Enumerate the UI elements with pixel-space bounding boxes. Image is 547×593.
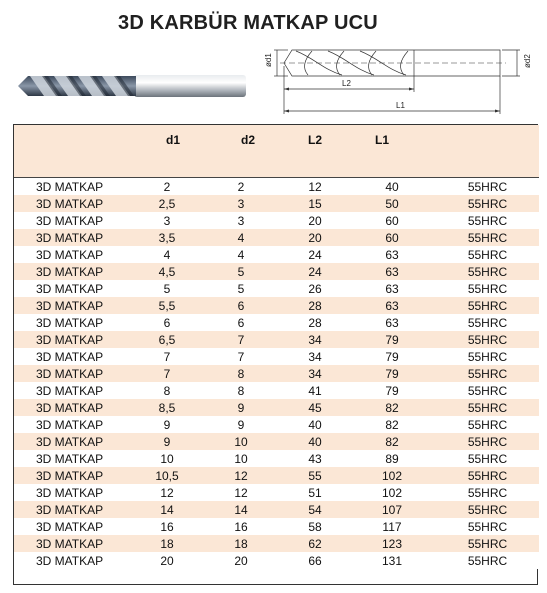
drill-bit-image <box>14 70 250 102</box>
hardness-value: 55HRC <box>436 229 539 246</box>
table-row <box>14 280 539 297</box>
d2-value: 5 <box>200 280 282 297</box>
product-name: 3D MATKAP <box>14 280 134 297</box>
d2-value: 6 <box>200 297 282 314</box>
d1-value: 12 <box>134 484 200 501</box>
l2-value: 55 <box>282 467 348 484</box>
d2-value: 5 <box>200 263 282 280</box>
hardness-value: 55HRC <box>436 484 539 501</box>
d1-value: 10 <box>134 450 200 467</box>
l1-value: 89 <box>348 450 436 467</box>
hardness-value: 55HRC <box>436 331 539 348</box>
table-row <box>14 535 539 552</box>
l1-value: 60 <box>348 212 436 229</box>
l1-value: 131 <box>348 552 436 569</box>
l2-value: 34 <box>282 348 348 365</box>
product-name: 3D MATKAP <box>14 518 134 535</box>
product-name: 3D MATKAP <box>14 314 134 331</box>
table-row <box>14 518 539 535</box>
header-d2: d2 <box>200 125 282 176</box>
d1-value: 4,5 <box>134 263 200 280</box>
l1-value: 117 <box>348 518 436 535</box>
d1-value: 6 <box>134 314 200 331</box>
l2-value: 43 <box>282 450 348 467</box>
d2-value: 10 <box>200 450 282 467</box>
d2-value: 12 <box>200 484 282 501</box>
l2-value: 40 <box>282 433 348 450</box>
l1-value: 60 <box>348 229 436 246</box>
d1-value: 2,5 <box>134 195 200 212</box>
hardness-value: 55HRC <box>436 195 539 212</box>
table-row <box>14 195 539 212</box>
table-row <box>14 263 539 280</box>
hardness-value: 55HRC <box>436 212 539 229</box>
hardness-value: 55HRC <box>436 399 539 416</box>
product-name: 3D MATKAP <box>14 433 134 450</box>
product-name: 3D MATKAP <box>14 467 134 484</box>
d1-value: 3,5 <box>134 229 200 246</box>
dim-l1-label: L1 <box>396 101 405 110</box>
table-row <box>14 297 539 314</box>
l1-value: 107 <box>348 501 436 518</box>
header-l2: L2 <box>282 125 348 176</box>
table-row <box>14 552 539 569</box>
l1-value: 79 <box>348 382 436 399</box>
d1-value: 7 <box>134 348 200 365</box>
d2-value: 3 <box>200 212 282 229</box>
l2-value: 34 <box>282 331 348 348</box>
d2-value: 8 <box>200 382 282 399</box>
hardness-value: 55HRC <box>436 450 539 467</box>
hardness-value: 55HRC <box>436 552 539 569</box>
d2-value: 20 <box>200 552 282 569</box>
product-name: 3D MATKAP <box>14 212 134 229</box>
d1-value: 20 <box>134 552 200 569</box>
l1-value: 63 <box>348 246 436 263</box>
hardness-value: 55HRC <box>436 433 539 450</box>
hardness-value: 55HRC <box>436 280 539 297</box>
d1-value: 4 <box>134 246 200 263</box>
d2-value: 4 <box>200 229 282 246</box>
header-hardness <box>436 125 539 176</box>
d1-value: 3 <box>134 212 200 229</box>
d1-value: 5 <box>134 280 200 297</box>
d2-value: 9 <box>200 399 282 416</box>
hardness-value: 55HRC <box>436 467 539 484</box>
table-row <box>14 399 539 416</box>
l2-value: 40 <box>282 416 348 433</box>
d2-value: 4 <box>200 246 282 263</box>
header-d1: d1 <box>134 125 200 176</box>
hardness-value: 55HRC <box>436 178 539 196</box>
product-name: 3D MATKAP <box>14 348 134 365</box>
table-header-row <box>14 125 539 176</box>
product-name: 3D MATKAP <box>14 535 134 552</box>
d2-value: 12 <box>200 467 282 484</box>
l1-value: 63 <box>348 263 436 280</box>
l1-value: 102 <box>348 484 436 501</box>
l2-value: 58 <box>282 518 348 535</box>
product-name: 3D MATKAP <box>14 416 134 433</box>
dim-d2-label: ød2 <box>523 54 532 68</box>
l2-value: 15 <box>282 195 348 212</box>
d2-value: 8 <box>200 365 282 382</box>
dim-l2-label: L2 <box>342 79 351 88</box>
d1-value: 8,5 <box>134 399 200 416</box>
table-row <box>14 314 539 331</box>
table-row <box>14 212 539 229</box>
d2-value: 16 <box>200 518 282 535</box>
l2-value: 20 <box>282 229 348 246</box>
product-name: 3D MATKAP <box>14 178 134 196</box>
product-name: 3D MATKAP <box>14 229 134 246</box>
hardness-value: 55HRC <box>436 314 539 331</box>
header-product <box>14 125 134 176</box>
product-name: 3D MATKAP <box>14 297 134 314</box>
table-row <box>14 246 539 263</box>
l1-value: 123 <box>348 535 436 552</box>
l1-value: 50 <box>348 195 436 212</box>
d1-value: 10,5 <box>134 467 200 484</box>
d2-value: 6 <box>200 314 282 331</box>
table-row <box>14 501 539 518</box>
product-name: 3D MATKAP <box>14 399 134 416</box>
l1-value: 82 <box>348 416 436 433</box>
d2-value: 7 <box>200 331 282 348</box>
d2-value: 2 <box>200 178 282 196</box>
table-row <box>14 382 539 399</box>
hardness-value: 55HRC <box>436 416 539 433</box>
product-name: 3D MATKAP <box>14 195 134 212</box>
table-row <box>14 229 539 246</box>
table-row <box>14 416 539 433</box>
d1-value: 18 <box>134 535 200 552</box>
hardness-value: 55HRC <box>436 382 539 399</box>
d2-value: 14 <box>200 501 282 518</box>
table-row <box>14 484 539 501</box>
d2-value: 7 <box>200 348 282 365</box>
d1-value: 9 <box>134 433 200 450</box>
product-table <box>13 124 538 585</box>
l2-value: 51 <box>282 484 348 501</box>
d1-value: 7 <box>134 365 200 382</box>
l1-value: 79 <box>348 331 436 348</box>
product-name: 3D MATKAP <box>14 246 134 263</box>
product-name: 3D MATKAP <box>14 552 134 569</box>
hardness-value: 55HRC <box>436 365 539 382</box>
d1-value: 6,5 <box>134 331 200 348</box>
table-row <box>14 433 539 450</box>
d1-value: 16 <box>134 518 200 535</box>
l2-value: 34 <box>282 365 348 382</box>
l1-value: 79 <box>348 365 436 382</box>
l1-value: 63 <box>348 314 436 331</box>
l2-value: 41 <box>282 382 348 399</box>
table-row <box>14 450 539 467</box>
d2-value: 10 <box>200 433 282 450</box>
hardness-value: 55HRC <box>436 535 539 552</box>
table-row <box>14 365 539 382</box>
l2-value: 12 <box>282 178 348 196</box>
d1-value: 8 <box>134 382 200 399</box>
d1-value: 5,5 <box>134 297 200 314</box>
hardness-value: 55HRC <box>436 246 539 263</box>
l2-value: 66 <box>282 552 348 569</box>
l1-value: 63 <box>348 280 436 297</box>
d1-value: 2 <box>134 178 200 196</box>
l2-value: 20 <box>282 212 348 229</box>
product-name: 3D MATKAP <box>14 450 134 467</box>
l2-value: 28 <box>282 297 348 314</box>
product-name: 3D MATKAP <box>14 501 134 518</box>
hardness-value: 55HRC <box>436 348 539 365</box>
l1-value: 63 <box>348 297 436 314</box>
l2-value: 24 <box>282 263 348 280</box>
d1-value: 9 <box>134 416 200 433</box>
l1-value: 40 <box>348 178 436 196</box>
l1-value: 82 <box>348 399 436 416</box>
product-name: 3D MATKAP <box>14 263 134 280</box>
l2-value: 45 <box>282 399 348 416</box>
d1-value: 14 <box>134 501 200 518</box>
hardness-value: 55HRC <box>436 297 539 314</box>
page-title: 3D KARBÜR MATKAP UCU <box>118 12 378 34</box>
table-row <box>14 348 539 365</box>
d2-value: 3 <box>200 195 282 212</box>
l1-value: 79 <box>348 348 436 365</box>
l1-value: 102 <box>348 467 436 484</box>
l2-value: 62 <box>282 535 348 552</box>
product-name: 3D MATKAP <box>14 331 134 348</box>
product-name: 3D MATKAP <box>14 484 134 501</box>
table-row <box>14 178 539 196</box>
hardness-value: 55HRC <box>436 501 539 518</box>
table-row <box>14 467 539 484</box>
table-row <box>14 331 539 348</box>
hardness-value: 55HRC <box>436 263 539 280</box>
drill-technical-drawing <box>244 40 534 118</box>
l2-value: 54 <box>282 501 348 518</box>
product-name: 3D MATKAP <box>14 365 134 382</box>
dim-d1-label: ød1 <box>264 53 273 67</box>
l2-value: 26 <box>282 280 348 297</box>
l2-value: 28 <box>282 314 348 331</box>
hardness-value: 55HRC <box>436 518 539 535</box>
header-l1: L1 <box>348 125 436 176</box>
d2-value: 9 <box>200 416 282 433</box>
d2-value: 18 <box>200 535 282 552</box>
l1-value: 82 <box>348 433 436 450</box>
l2-value: 24 <box>282 246 348 263</box>
product-name: 3D MATKAP <box>14 382 134 399</box>
